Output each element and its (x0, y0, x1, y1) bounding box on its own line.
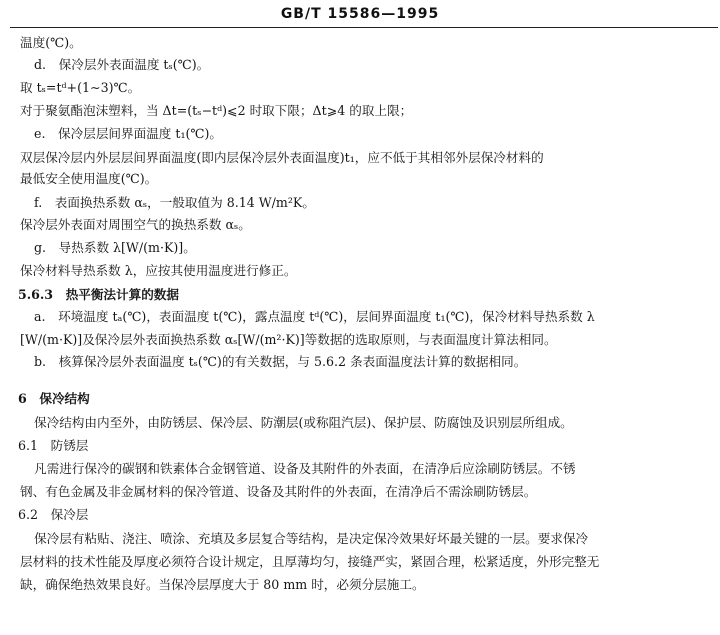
header-rule (10, 27, 718, 28)
section-6-title: 6 保冷结构 (18, 391, 90, 406)
item-b-line: b. 核算保冷层外表面温度 tₛ(℃)的有关数据，与 5.6.2 条表面温度法计算的数据相同。 (34, 354, 527, 369)
paragraph-line: 层材料的技术性能及厚度必须符合设计规定，且厚薄均匀，接缝严实，紧固合理，松紧适度，外形完整无 (20, 554, 600, 569)
paragraph-line: 保冷层有粘贴、浇注、喷涂、充填及多层复合等结构，是决定保冷效果好坏最关键的一层。要求保冷 (34, 531, 589, 546)
standard-header: GB/T 15586—1995 (280, 6, 440, 22)
item-d-heading: d. 保冷层外表面温度 tₛ(℃)。 (34, 57, 210, 72)
paragraph-line: 温度(℃)。 (20, 35, 82, 50)
paragraph-line: 最低安全使用温度(℃)。 (20, 171, 158, 186)
paragraph-line: 缺，确保绝热效果良好。当保冷层厚度大于 80 mm 时，必须分层施工。 (20, 577, 425, 592)
item-g-heading: g. 导热系数 λ[W/(m·K)]。 (34, 240, 196, 255)
paragraph-line: [W/(m·K)]及保冷层外表面换热系数 αₛ[W/(m²·K)]等数据的选取原则，与表面温度计算法相同。 (20, 332, 557, 347)
paragraph-line: 取 tₛ=tᵈ+(1∼3)℃。 (20, 80, 141, 95)
item-a-line: a. 环境温度 tₐ(℃)，表面温度 t(℃)，露点温度 tᵈ(℃)，层间界面温度 t₁(℃)，保冷材料导热系数 λ (34, 309, 595, 324)
paragraph-line: 对于聚氨酯泡沫塑料，当 Δt=(tₛ−tᵈ)⩽2 时取下限；Δt⩾4 的取上限； (20, 103, 413, 118)
subsection-6-1-title: 6.1 防锈层 (18, 438, 89, 453)
paragraph-line: 双层保冷层内外层层间界面温度(即内层保冷层外表面温度)t₁，应不低于其相邻外层保冷材料的 (20, 150, 544, 165)
subsection-5-6-3-title: 5.6.3 热平衡法计算的数据 (18, 287, 179, 302)
subsection-6-2-title: 6.2 保冷层 (18, 507, 89, 522)
paragraph-line: 保冷层外表面对周围空气的换热系数 αₛ。 (20, 217, 251, 232)
paragraph-line: 保冷材料导热系数 λ，应按其使用温度进行修正。 (20, 263, 297, 278)
item-f-heading: f. 表面换热系数 αₛ，一般取值为 8.14 W/m²K。 (34, 195, 315, 210)
paragraph-line: 钢、有色金属及非金属材料的保冷管道、设备及其附件的外表面，在清净后不需涂刷防锈层。 (20, 484, 537, 499)
item-e-heading: e. 保冷层层间界面温度 t₁(℃)。 (34, 126, 223, 141)
paragraph-line: 保冷结构由内至外，由防锈层、保冷层、防潮层(或称阻汽层)、保护层、防腐蚀及识别层所组成。 (34, 415, 573, 430)
paragraph-line: 凡需进行保冷的碳钢和铁素体合金钢管道、设备及其附件的外表面，在清净后应涂刷防锈层。不锈 (34, 461, 576, 476)
